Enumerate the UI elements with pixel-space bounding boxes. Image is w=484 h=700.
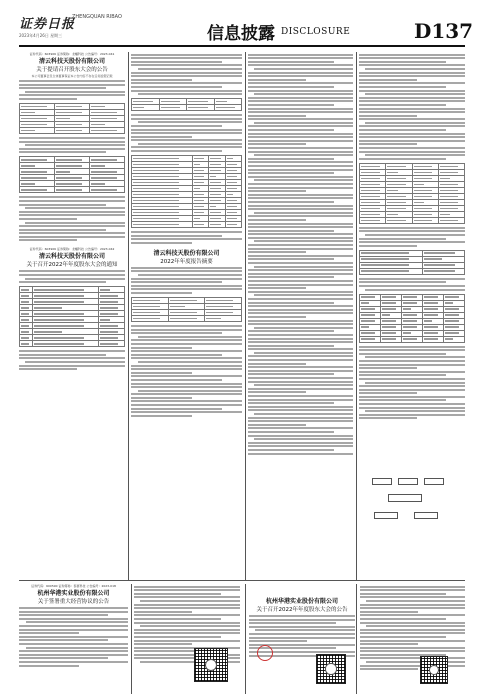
announcement-disclaimer: 本公司董事会及全体董事保证本公告内容不存在任何虚假记载	[31, 74, 113, 78]
qr-code-icon	[316, 654, 346, 684]
company-name: 清云科技天股份有限公司	[38, 58, 105, 65]
org-chart-box	[414, 512, 438, 519]
data-table	[359, 294, 465, 343]
masthead	[0, 0, 484, 48]
newspaper-logo-sub: ZHENGQUAN RIBAO	[72, 14, 122, 20]
stock-code-line: 证券代码：600590 证券简称：泰豪科技 公告编号：2023-018	[31, 584, 116, 588]
column-divider	[131, 584, 132, 694]
announcement-title: 关于签署重大经营协议的公告	[37, 599, 110, 605]
announcement-header	[19, 52, 125, 78]
announcement-header	[19, 247, 125, 268]
org-chart-box	[398, 478, 418, 485]
announcement-title: 关于召开2022年年度股东大会的公告	[256, 607, 348, 613]
announcement-body	[131, 231, 242, 244]
announcement-title: 2022年年度报告摘要	[160, 258, 213, 265]
column-divider	[356, 584, 357, 694]
org-chart-box	[388, 494, 422, 502]
bottom-band-rule	[19, 580, 465, 581]
announcement-header	[19, 584, 128, 605]
announcement-body	[131, 54, 242, 96]
announcement-column-2	[131, 52, 242, 577]
announcement-body	[131, 114, 242, 152]
data-table	[19, 286, 125, 347]
data-table	[19, 156, 125, 193]
company-name: 清云科技天股份有限公司	[153, 249, 220, 257]
announcement-body	[359, 346, 465, 420]
announcement-bottom-4	[360, 584, 465, 694]
announcement-body	[131, 267, 242, 294]
data-table	[359, 163, 465, 224]
org-chart-box	[374, 512, 398, 519]
qr-code-icon	[420, 656, 448, 684]
announcement-body	[360, 586, 465, 671]
announcement-body	[19, 80, 125, 100]
announcement-body	[359, 227, 465, 247]
announcement-title: 关于召开2022年年度股东大会的通知	[26, 262, 118, 269]
announcement-body	[19, 350, 125, 370]
announcement-column-3	[248, 52, 353, 577]
org-chart-box	[372, 478, 392, 485]
company-name: 杭州华港实业股份有限公司	[265, 598, 338, 605]
company-name: 清云科技天股份有限公司	[38, 253, 105, 261]
section-title-en: DISCLOSURE	[281, 27, 351, 37]
announcement-column-1	[19, 52, 125, 577]
column-divider	[356, 52, 357, 580]
announcement-body	[131, 325, 242, 417]
data-table	[131, 297, 242, 322]
page-number: D137	[414, 19, 474, 43]
data-table	[359, 250, 465, 275]
announcement-body	[359, 278, 465, 291]
announcement-body	[19, 196, 125, 241]
qr-code-icon	[194, 648, 228, 682]
announcement-body	[19, 137, 125, 153]
data-table	[131, 98, 242, 111]
newspaper-logo: 证券日报	[19, 17, 76, 32]
announcement-body	[248, 54, 353, 455]
announcement-bottom-1	[19, 584, 128, 694]
announcement-header	[131, 248, 242, 265]
section-title: 信息披露	[207, 24, 275, 44]
issue-date-line: 2023年4月26日 星期三	[19, 33, 63, 38]
org-chart-box	[424, 478, 444, 485]
announcement-body	[19, 270, 125, 283]
column-divider	[245, 584, 246, 694]
column-divider	[128, 52, 129, 580]
company-name: 杭州华港实业股份有限公司	[37, 590, 110, 597]
stock-code-line: 证券代码：603906 证券简称：龙蟠科技 公告编号：2023-041	[29, 52, 115, 56]
announcement-body	[359, 54, 465, 160]
masthead-rule	[19, 45, 465, 47]
announcement-body	[19, 607, 128, 667]
announcement-title: 关于提请召开股东大会的公告	[36, 67, 108, 73]
column-divider	[245, 52, 246, 580]
company-seal-icon	[257, 645, 273, 661]
stock-code-line: 证券代码：603906 证券简称：龙蟠科技 公告编号：2023-042	[29, 247, 115, 252]
data-table	[19, 103, 125, 134]
data-table	[131, 155, 242, 228]
announcement-header	[249, 596, 355, 613]
